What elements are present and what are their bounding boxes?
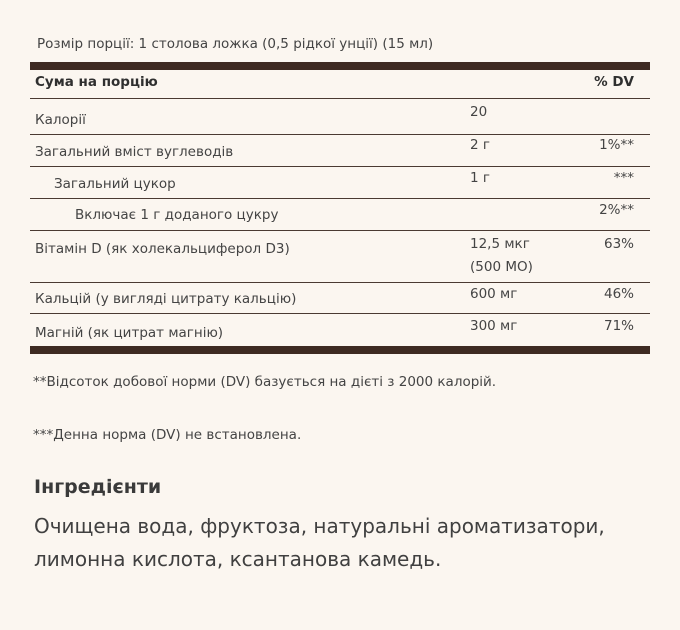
nutrient-amount-calcium: 600 мг bbox=[470, 286, 518, 302]
row-divider bbox=[30, 98, 650, 99]
nutrient-dv-calcium: 46% bbox=[603, 286, 634, 302]
header-amount-per-serving: Сума на порцію bbox=[35, 74, 158, 90]
nutrient-dv-added-sugars: 2%** bbox=[599, 202, 634, 218]
nutrient-name-added-sugars: Включає 1 г доданого цукру bbox=[75, 207, 279, 223]
ingredients-title: Інгредієнти bbox=[34, 476, 162, 498]
ingredients-text: Очищена вода, фруктоза, натуральні ароматизатори, лимонна кислота, ксантанова камедь. bbox=[34, 514, 605, 571]
row-divider bbox=[30, 230, 650, 231]
nutrient-name-vitamin-d: Вітамін D (як холекальциферол D3) bbox=[35, 241, 290, 257]
nutrient-amount-carbohydrates: 2 г bbox=[470, 137, 490, 153]
row-divider bbox=[30, 313, 650, 314]
nutrient-name-calories: Калорії bbox=[35, 112, 86, 128]
row-divider bbox=[30, 166, 650, 167]
row-divider bbox=[30, 134, 650, 135]
bottom-thick-divider bbox=[30, 346, 650, 354]
row-divider bbox=[30, 282, 650, 283]
header-daily-value: % DV bbox=[594, 74, 634, 90]
serving-size: Розмір порції: 1 столова ложка (0,5 рідкої унції) (15 мл) bbox=[37, 36, 434, 52]
footnote-daily-value: **Відсоток добової норми (DV) базується на дієті з 2000 калорій. bbox=[33, 374, 497, 390]
nutrient-dv-total-sugars: *** bbox=[613, 170, 634, 186]
footnote-not-established: ***Денна норма (DV) не встановлена. bbox=[33, 427, 302, 443]
nutrient-dv-vitamin-d: 63% bbox=[603, 236, 634, 252]
nutrient-amount-calories: 20 bbox=[470, 104, 488, 120]
row-divider bbox=[30, 198, 650, 199]
nutrient-dv-carbohydrates: 1%** bbox=[599, 137, 634, 153]
nutrient-amount-magnesium: 300 мг bbox=[470, 318, 518, 334]
nutrient-name-total-sugars: Загальний цукор bbox=[54, 176, 176, 192]
nutrient-name-calcium: Кальцій (у вигляді цитрату кальцію) bbox=[35, 291, 297, 307]
nutrient-amount-vitamin-d: 12,5 мкг bbox=[470, 236, 530, 252]
top-thick-divider bbox=[30, 62, 650, 70]
nutrient-name-carbohydrates: Загальний вміст вуглеводів bbox=[35, 144, 234, 160]
nutrient-dv-magnesium: 71% bbox=[603, 318, 634, 334]
nutrient-amount-total-sugars: 1 г bbox=[470, 170, 490, 186]
nutrient-name-magnesium: Магній (як цитрат магнію) bbox=[35, 325, 224, 341]
nutrient-amount-vitamin-d-iu: (500 МО) bbox=[470, 259, 533, 275]
